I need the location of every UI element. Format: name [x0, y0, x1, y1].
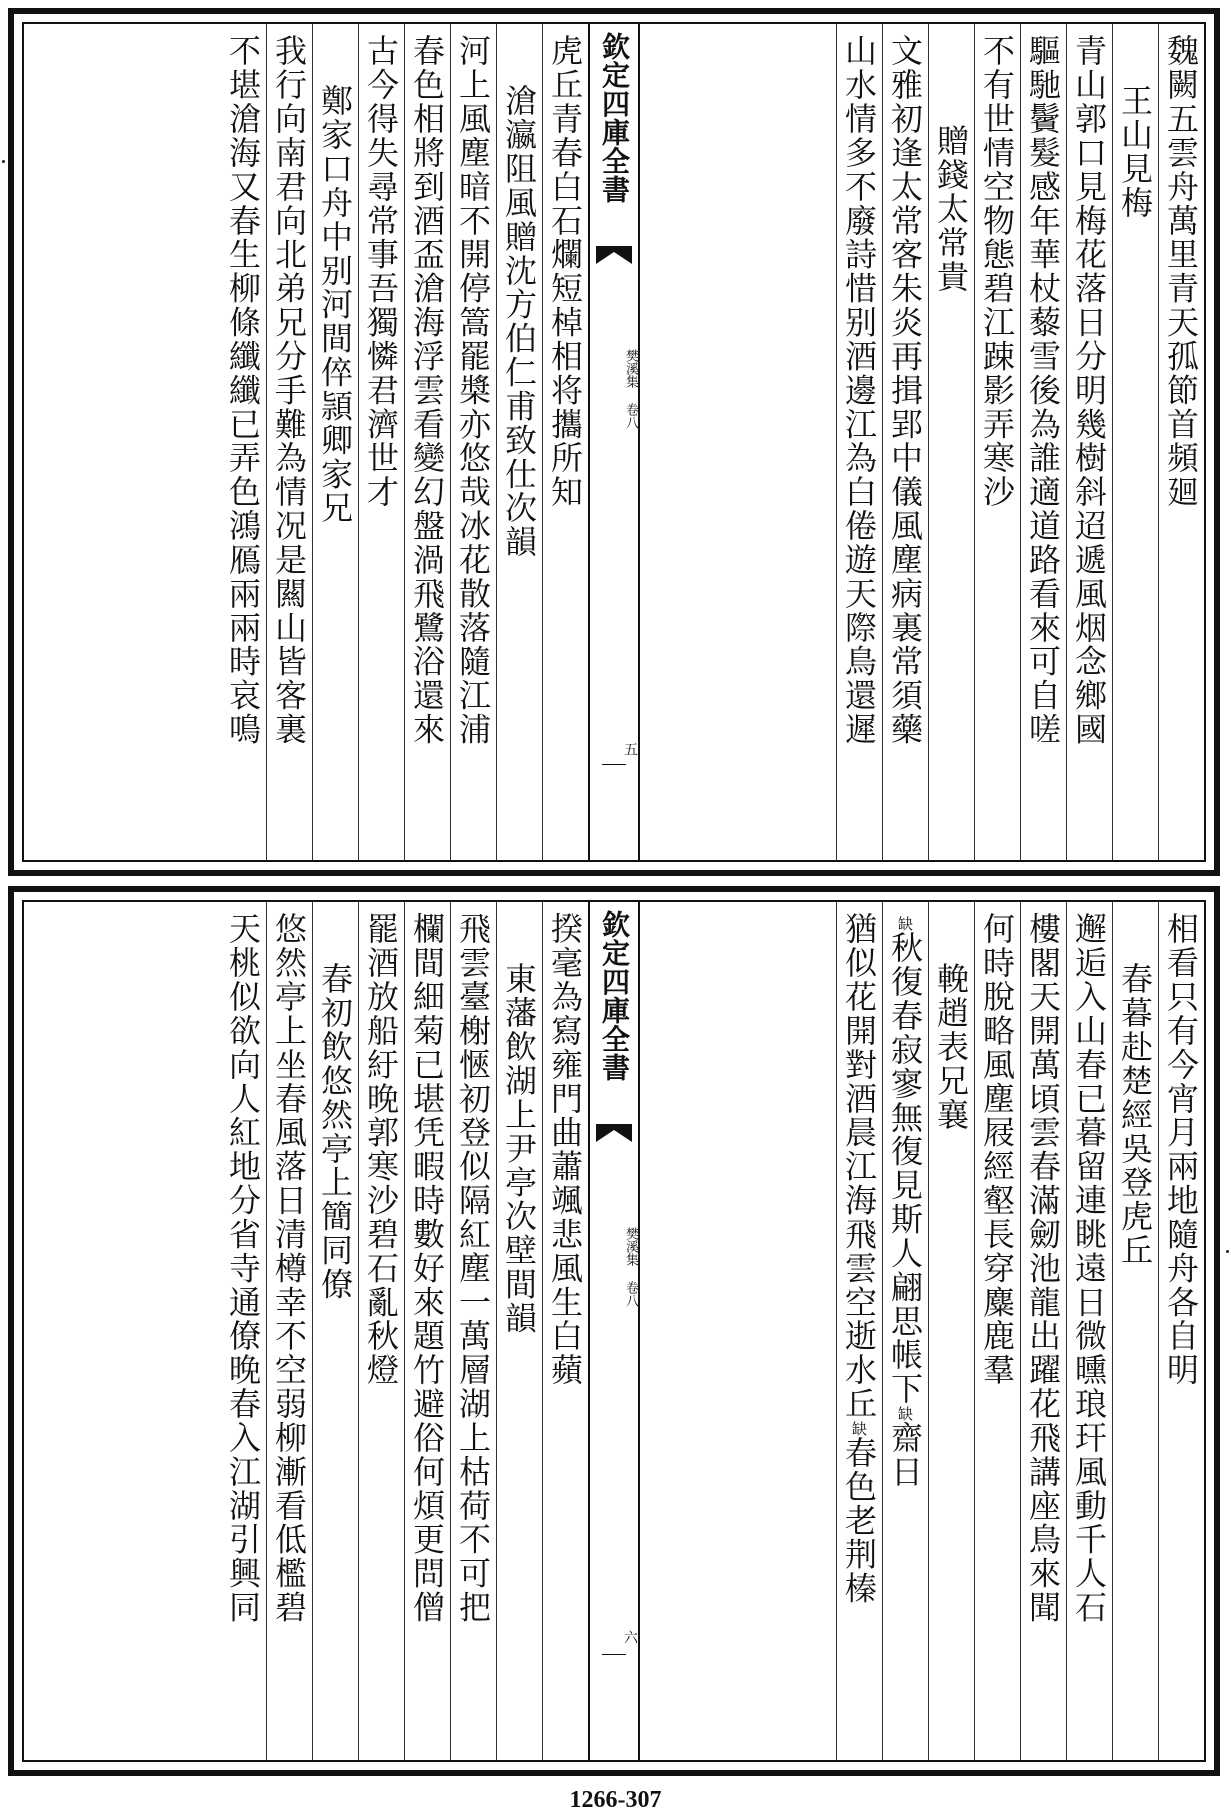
book-title: 欽定四庫全書	[598, 32, 631, 204]
column-text: 悠然亭上坐春風落日清樽幸不空弱柳漸看低檻碧	[270, 912, 308, 1625]
text-column	[836, 902, 882, 1760]
column-text: 魏闕五雲舟萬里青天孤節首頻廻	[1162, 34, 1200, 509]
lacuna-note: 缺	[896, 916, 914, 931]
leaf-number: 五	[622, 742, 638, 756]
text-column	[358, 902, 404, 1760]
column-text: 相看只有今宵月兩地隨舟各自明	[1162, 912, 1200, 1387]
top-page	[8, 8, 1220, 876]
bottom-right-half	[640, 902, 1204, 1760]
poem-title-column	[312, 24, 358, 860]
column-text: 欄間細菊已堪凭暇時數好來題竹避俗何煩更問僧	[408, 912, 446, 1625]
top-left-half	[24, 24, 588, 860]
text-column	[1020, 902, 1066, 1760]
bottom-center-fold	[588, 902, 640, 1760]
column-text: 秋復春寂寥無復見斯人翩思帳下	[886, 931, 924, 1406]
poem-title-column	[928, 24, 974, 860]
column-text: 何時脫略風塵屐經壑長穿麋鹿羣	[978, 912, 1016, 1387]
column-text: 不堪滄海又春生柳條纖纖已弄色鴻鴈兩兩時哀鳴	[224, 34, 262, 747]
text-column	[542, 902, 588, 1760]
volume-label: 樊溪集 卷八	[623, 1227, 638, 1307]
column-text: 春暮赴楚經吳登虎丘	[1116, 962, 1154, 1268]
text-column	[974, 24, 1020, 860]
column-text: 揆毫為寫雍門曲蕭颯悲風生白蘋	[546, 912, 584, 1387]
text-column	[404, 24, 450, 860]
text-column	[1066, 902, 1112, 1760]
top-center-fold	[588, 24, 640, 860]
text-column	[1158, 902, 1204, 1760]
leaf-rule	[602, 764, 626, 765]
fish-tail-mark	[594, 1120, 634, 1148]
fish-tail-mark	[594, 242, 634, 270]
column-text: 邂逅入山春已暮留連眺遠日微曛琅玕風動千人石	[1070, 912, 1108, 1625]
page-code: 1266-307	[569, 1787, 662, 1813]
lacuna-note: 缺	[896, 1405, 914, 1421]
text-column	[882, 902, 928, 1760]
bottom-page-frame	[22, 900, 1206, 1762]
column-text: 不有世情空物態碧江踈影弄寒沙	[978, 34, 1016, 509]
column-text-continued: 春色老荆榛	[840, 1435, 878, 1606]
column-text: 天桃似欲向人紅地分省寺通僚晚春入江湖引興同	[224, 912, 262, 1625]
leaf-number: 六	[622, 1630, 638, 1644]
column-text: 虎丘青春白石爛短棹相将攜所知	[546, 34, 584, 509]
text-column	[358, 24, 404, 860]
column-text: 春初飲悠然亭上簡同僚	[316, 962, 354, 1302]
text-column	[450, 902, 496, 1760]
lacuna-note: 缺	[850, 1420, 868, 1436]
top-page-frame	[22, 22, 1206, 862]
poem-title-column	[928, 902, 974, 1760]
poem-title-column	[1112, 24, 1158, 860]
column-text: 鄭家口舟中别河間倅頴卿家兄	[316, 84, 354, 525]
poem-title-column	[496, 902, 542, 1760]
scan-speck	[2, 160, 5, 163]
text-column	[450, 24, 496, 860]
column-text: 古今得失尋常事吾獨憐君濟世才	[362, 34, 400, 509]
column-text: 罷酒放船紆晚郭寒沙碧石亂秋燈	[362, 912, 400, 1387]
text-column	[404, 902, 450, 1760]
volume-label: 樊溪集 卷八	[623, 349, 638, 429]
column-text: 輓趙表兄襄	[932, 962, 970, 1132]
column-text: 山水情多不廢詩惜别酒邊江為白倦遊天際鳥還遲	[840, 34, 878, 747]
text-column	[220, 24, 266, 860]
scan-speck	[1226, 1250, 1229, 1253]
text-column	[220, 902, 266, 1760]
text-column	[836, 24, 882, 860]
column-text: 春色相將到酒盃滄海浮雲看變幻盤渦飛鷺浴還來	[408, 34, 446, 747]
book-title: 欽定四庫全書	[598, 910, 631, 1082]
text-column	[1020, 24, 1066, 860]
column-text: 文雅初逢太常客朱炎再揖郢中儀風塵病裏常須藥	[886, 34, 924, 747]
poem-title-column	[496, 24, 542, 860]
column-text-continued: 齋日	[886, 1420, 924, 1489]
text-column	[1066, 24, 1112, 860]
column-text: 我行向南君向北弟兄分手難為情况是闗山皆客裏	[270, 34, 308, 747]
text-column	[266, 24, 312, 860]
text-column	[1158, 24, 1204, 860]
column-text: 驅馳鬢髮感年華杖藜雪後為誰適道路看來可自嗟	[1024, 34, 1062, 747]
column-text: 滄瀛阻風贈沈方伯仁甫致仕次韻	[500, 84, 538, 559]
column-text: 贈錢太常貴	[932, 124, 970, 294]
column-text: 猶似花開對酒晨江海飛雲空逝水丘	[840, 912, 878, 1421]
text-column	[542, 24, 588, 860]
poem-title-column	[1112, 902, 1158, 1760]
column-text: 樓閣天開萬頃雲春滿劒池龍出躍花飛講座鳥來聞	[1024, 912, 1062, 1625]
bottom-left-half	[24, 902, 588, 1760]
column-text: 東藩飲湖上尹亭次壁間韻	[500, 962, 538, 1336]
text-column	[266, 902, 312, 1760]
column-text: 飛雲臺榭愜初登似隔紅塵一萬層湖上枯荷不可把	[454, 912, 492, 1625]
text-column	[882, 24, 928, 860]
top-right-half	[640, 24, 1204, 860]
text-column	[974, 902, 1020, 1760]
column-text: 王山見梅	[1116, 84, 1154, 220]
poem-title-column	[312, 902, 358, 1760]
column-text: 河上風塵暗不開停篙罷槳亦悠哉冰花散落隨江浦	[454, 34, 492, 747]
leaf-rule	[602, 1654, 626, 1655]
column-text: 青山郭口見梅花落日分明幾樹斜迢遞風烟念鄉國	[1070, 34, 1108, 747]
bottom-page	[8, 886, 1220, 1776]
